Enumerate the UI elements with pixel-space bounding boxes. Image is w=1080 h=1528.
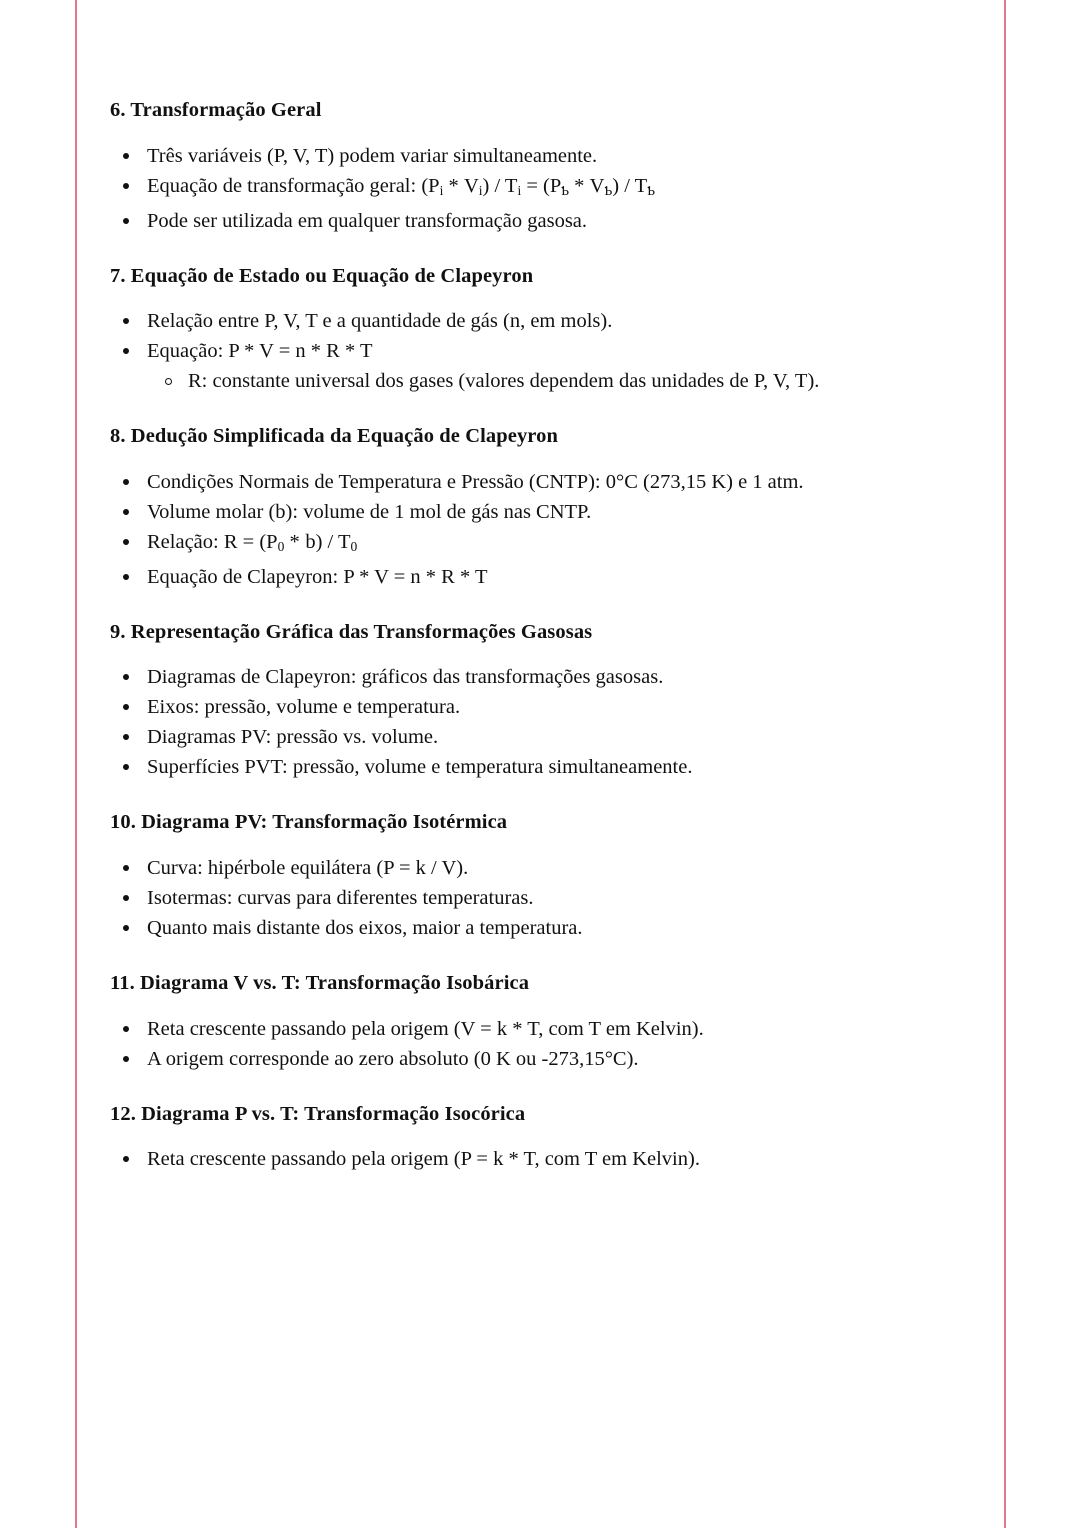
- list-item: [110, 883, 940, 913]
- spacer: [110, 453, 940, 467]
- list-item: [110, 171, 940, 206]
- bullet-list: [110, 141, 940, 236]
- bullet-dot-icon: [123, 574, 129, 580]
- spacer: [110, 1130, 940, 1144]
- bullet-dot-icon: [123, 1156, 129, 1162]
- bullet-dot-icon: [123, 1056, 129, 1062]
- bullet-dot-icon: [123, 865, 129, 871]
- list-item-label: Quanto mais distante dos eixos, maior a temperatura.: [147, 916, 583, 939]
- list-item-label: Três variáveis (P, V, T) podem variar simultaneamente.: [147, 144, 598, 167]
- bullet-dot-icon: [123, 925, 129, 931]
- list-item: [110, 467, 940, 497]
- bullet-circle-icon: [165, 378, 172, 385]
- bullet-dot-icon: [123, 479, 129, 485]
- list-item: [110, 336, 940, 396]
- left-margin-rule: [75, 0, 77, 1528]
- spacer: [110, 943, 940, 971]
- list-item: [110, 662, 940, 692]
- bullet-dot-icon: [123, 218, 129, 224]
- section-heading: 12. Diagrama P vs. T: Transformação Isocórica: [110, 1102, 526, 1125]
- document-content: [110, 98, 940, 1174]
- spacer: [110, 839, 940, 853]
- list-item: [110, 562, 940, 592]
- list-item-label: Diagramas PV: pressão vs. volume.: [147, 726, 439, 749]
- spacer: [110, 1000, 940, 1014]
- section-heading: 6. Transformação Geral: [110, 99, 322, 121]
- bullet-list: [110, 306, 940, 396]
- section-heading: 10. Diagrama PV: Transformação Isotérmica: [110, 811, 508, 834]
- bullet-list: [110, 1014, 940, 1074]
- spacer: [110, 592, 940, 620]
- bullet-dot-icon: [123, 1026, 129, 1032]
- list-item-label: Eixos: pressão, volume e temperatura.: [147, 696, 461, 719]
- bullet-dot-icon: [123, 509, 129, 515]
- right-margin-rule: [1004, 0, 1006, 1528]
- list-item-label: Equação de Clapeyron: P * V = n * R * T: [147, 565, 488, 588]
- list-item: [110, 722, 940, 752]
- list-item-label: Diagramas de Clapeyron: gráficos das transformações gasosas.: [147, 666, 664, 689]
- list-item-label: A origem corresponde ao zero absoluto (0 K ou -273,15°C).: [147, 1047, 639, 1070]
- list-item-label: Relação entre P, V, T e a quantidade de gás (n, em mols).: [147, 310, 613, 333]
- section-12: [110, 1102, 940, 1175]
- list-item-label: Volume molar (b): volume de 1 mol de gás nas CNTP.: [147, 500, 592, 523]
- sub-bullet-list: [147, 366, 940, 396]
- section-7: [110, 264, 940, 425]
- list-item: [110, 1044, 940, 1074]
- bullet-list: [110, 1144, 940, 1174]
- bullet-dot-icon: [123, 734, 129, 740]
- section-6: [110, 98, 940, 264]
- bullet-dot-icon: [123, 183, 129, 189]
- section-heading: 8. Dedução Simplificada da Equação de Clapeyron: [110, 425, 558, 448]
- list-item: [110, 141, 940, 171]
- list-item: [110, 527, 940, 562]
- list-item-label: Condições Normais de Temperatura e Pressão (CNTP): 0°C (273,15 K) e 1 atm.: [147, 470, 804, 493]
- list-item: [110, 306, 940, 336]
- sub-list-item-label: R: constante universal dos gases (valores dependem das unidades de P, V, T).: [188, 370, 820, 393]
- list-item: [110, 497, 940, 527]
- list-item-label: Relação: $R = (P_0 * b) / T_0$: [147, 530, 358, 554]
- list-item-label: Curva: hipérbole equilátera (P = k / V).: [147, 856, 469, 879]
- spacer: [110, 127, 940, 141]
- spacer: [110, 236, 940, 264]
- section-heading: 11. Diagrama V vs. T: Transformação Isobárica: [110, 971, 530, 994]
- bullet-list: [110, 662, 940, 782]
- spacer: [110, 782, 940, 810]
- list-item-label: Pode ser utilizada em qualquer transformação gasosa.: [147, 209, 588, 232]
- section-heading: 9. Representação Gráfica das Transformações Gasosas: [110, 620, 593, 643]
- section-10: [110, 810, 940, 971]
- list-item: [110, 853, 940, 883]
- list-item: [110, 913, 940, 943]
- sub-list-item: [147, 366, 940, 396]
- list-item-label: Reta crescente passando pela origem (P = k * T, com T em Kelvin).: [147, 1148, 700, 1171]
- section-11: [110, 971, 940, 1102]
- bullet-dot-icon: [123, 704, 129, 710]
- bullet-dot-icon: [123, 539, 129, 545]
- list-item: [110, 752, 940, 782]
- list-item-label: Reta crescente passando pela origem (V = k * T, com T em Kelvin).: [147, 1017, 704, 1040]
- bullet-dot-icon: [123, 674, 129, 680]
- spacer: [110, 292, 940, 306]
- list-item: [110, 692, 940, 722]
- section-heading: 7. Equação de Estado ou Equação de Clapeyron: [110, 264, 534, 287]
- bullet-dot-icon: [123, 348, 129, 354]
- spacer: [110, 396, 940, 424]
- list-item-label: Isotermas: curvas para diferentes temperaturas.: [147, 886, 534, 909]
- list-item-label: Superfícies PVT: pressão, volume e temperatura simultaneamente.: [147, 756, 693, 779]
- list-item-label: Equação: P * V = n * R * T: [147, 340, 373, 363]
- bullet-dot-icon: [123, 318, 129, 324]
- list-item: [110, 1144, 940, 1174]
- section-8: [110, 424, 940, 620]
- list-item: [110, 1014, 940, 1044]
- bullet-dot-icon: [123, 153, 129, 159]
- bullet-list: [110, 467, 940, 592]
- bullet-list: [110, 853, 940, 943]
- bullet-dot-icon: [123, 895, 129, 901]
- section-9: [110, 620, 940, 811]
- list-item: [110, 206, 940, 236]
- list-item-label: Equação de transformação geral: $(P_i * V_i) / T_i = (P_Ƅ * V_Ƅ) / T_Ƅ$: [147, 174, 655, 198]
- spacer: [110, 1074, 940, 1102]
- spacer: [110, 648, 940, 662]
- bullet-dot-icon: [123, 764, 129, 770]
